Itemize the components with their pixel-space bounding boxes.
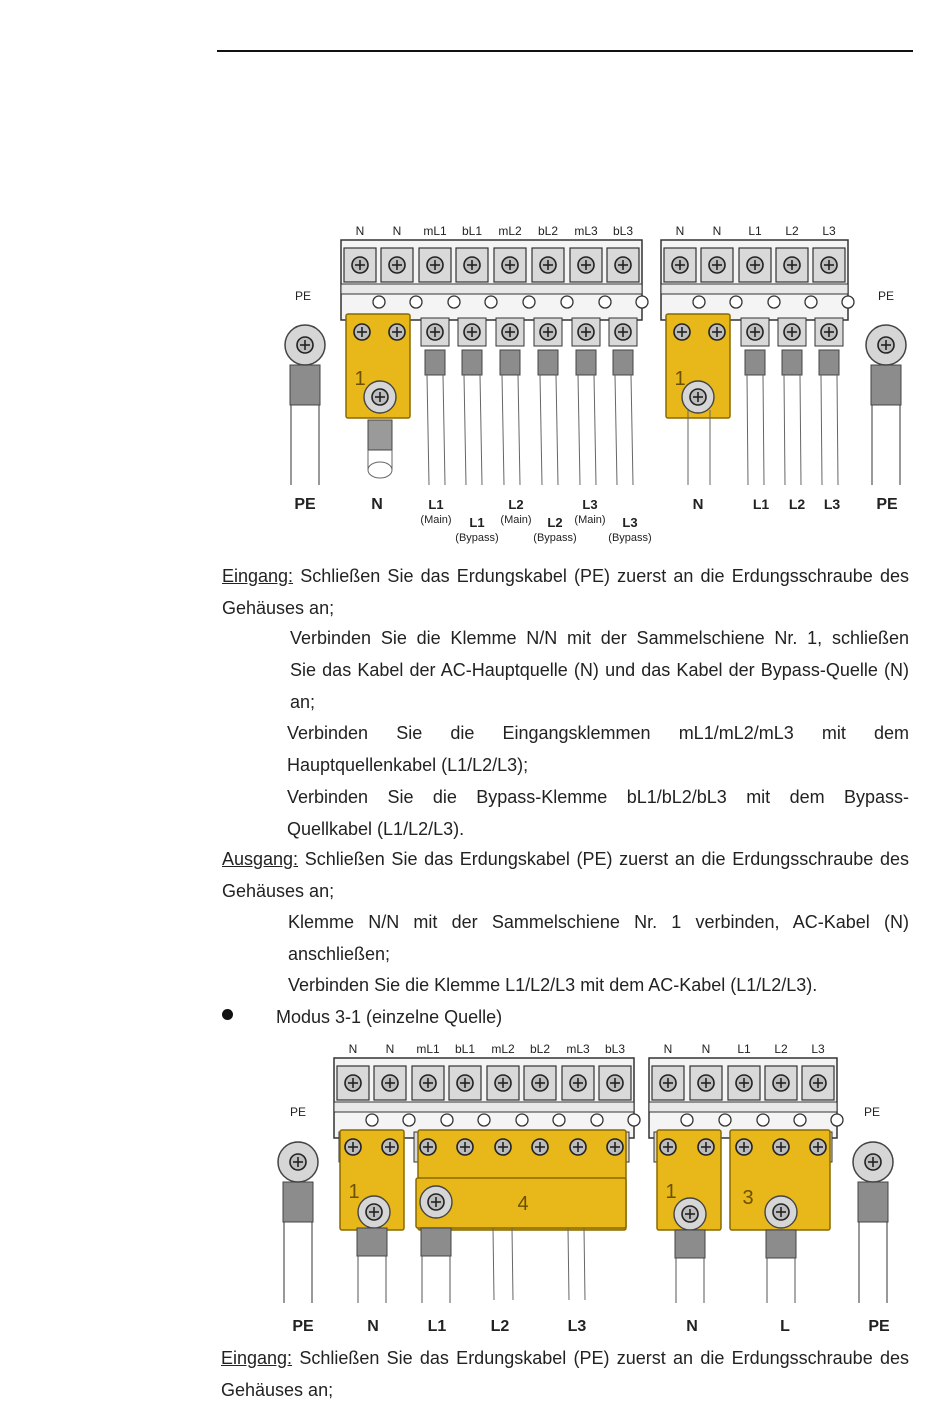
terminal-top-screw-icon: [427, 257, 443, 273]
terminal-screw-icon: [773, 1139, 789, 1155]
terminal-top-screw-icon: [389, 257, 405, 273]
terminal-top-screw-icon: [660, 1075, 676, 1091]
terminal-screw-icon: [457, 1139, 473, 1155]
terminal-hole: [478, 1114, 490, 1126]
lug-screw-icon: [690, 389, 706, 405]
bottom-label-l3-main: L3: [582, 497, 598, 512]
terminal-label: N: [385, 1042, 395, 1056]
cable-edge: [631, 375, 633, 485]
terminal-label: N: [675, 224, 685, 238]
terminal-label: N: [355, 224, 365, 238]
terminal-hole: [805, 296, 817, 308]
terminal-top-screw-icon: [352, 257, 368, 273]
terminal-top-screw-icon: [773, 1075, 789, 1091]
terminal-screw-icon: [660, 1139, 676, 1155]
cable-sleeve: [425, 350, 445, 375]
busbar-number: 1: [665, 1181, 677, 1203]
terminal-hole: [523, 296, 535, 308]
bottom-sublabel-l1-main: (Main): [420, 514, 452, 526]
eingang-label: Eingang:: [222, 566, 294, 586]
bottom-label-l2-right: L2: [788, 496, 806, 512]
cable-edge: [800, 375, 801, 485]
pe-screw-icon: [865, 1154, 881, 1170]
cable-edge: [578, 375, 580, 485]
terminal-screw-icon: [674, 324, 690, 340]
lug-screw-icon: [773, 1204, 789, 1220]
cable-edge: [615, 375, 617, 485]
terminal-hole: [373, 296, 385, 308]
cable-edge: [427, 375, 429, 485]
terminal-top-screw-icon: [747, 257, 763, 273]
bottom-sublabel-l2-main: (Main): [500, 514, 532, 526]
l3-cable-edge: [584, 1228, 585, 1300]
terminal-hole: [693, 296, 705, 308]
cable-edge: [747, 375, 748, 485]
ausgang-label: Ausgang:: [222, 849, 299, 869]
bottom-sublabel-l2-bypass: (Bypass): [533, 532, 577, 544]
terminal-hole: [681, 1114, 693, 1126]
pe-crimp-sleeve: [290, 365, 320, 405]
bottom-label-l2-bypass: L2: [547, 515, 563, 530]
terminal-label: mL1: [423, 224, 447, 238]
terminal-screw-icon: [532, 1139, 548, 1155]
terminal-top-screw-icon: [698, 1075, 714, 1091]
terminal-label: L2: [774, 1042, 788, 1056]
terminal-label: bL2: [537, 224, 559, 238]
terminal-hole: [599, 296, 611, 308]
terminal-screw-icon: [784, 324, 800, 340]
terminal-rail: [661, 284, 848, 294]
terminal-top-screw-icon: [821, 257, 837, 273]
terminal-top-screw-icon: [570, 1075, 586, 1091]
terminal-screw-icon: [464, 324, 480, 340]
cable-edge: [784, 375, 785, 485]
bottom-label-l3-bypass: L3: [622, 515, 638, 530]
bottom-label-n-right: N: [692, 496, 704, 513]
cable-sleeve: [538, 350, 558, 375]
cable-edge: [821, 375, 822, 485]
pe-screw-icon: [297, 337, 313, 353]
terminal-label: N: [348, 1042, 358, 1056]
terminal-hole: [561, 296, 573, 308]
bottom-label: L2: [490, 1318, 510, 1335]
bottom-label-pe-right: PE: [876, 496, 898, 513]
terminal-label: L1: [737, 1042, 751, 1056]
instruction-n-busbar: Verbinden Sie die Klemme N/N mit der Sammelschiene Nr. 1, schließen Sie das Kabel der AC-Hauptquelle (N) und das Kabel der Bypass-Quelle (N) an;: [290, 628, 909, 712]
terminal-label: N: [701, 1042, 711, 1056]
terminal-screw-icon: [810, 1139, 826, 1155]
ausgang-line-1: Ausgang: Schließen Sie das Erdungskabel (PE) zuerst an die Erdungsschraube des: [222, 849, 909, 869]
lug-screw-icon: [372, 389, 388, 405]
terminal-hole: [768, 296, 780, 308]
terminal-label: mL2: [498, 224, 522, 238]
cable-edge: [594, 375, 596, 485]
terminal-screw-icon: [698, 1139, 714, 1155]
cable-sleeve: [357, 1228, 387, 1256]
terminal-label: L3: [811, 1042, 825, 1056]
terminal-label: bL3: [604, 1042, 626, 1056]
eingang-paragraph: [222, 560, 909, 624]
cable-sleeve: [576, 350, 596, 375]
cable-sleeve: [500, 350, 520, 375]
terminal-screw-icon: [578, 324, 594, 340]
terminal-top-screw-icon: [540, 257, 556, 273]
terminal-top-screw-icon: [615, 257, 631, 273]
terminal-rail: [341, 284, 642, 294]
instruction-bypass-terminals: Verbinden Sie die Bypass-Klemme bL1/bL2/bL3 mit dem Bypass- Quellkabel (L1/L2/L3).: [287, 787, 909, 839]
terminal-top-screw-icon: [502, 257, 518, 273]
terminal-hole: [628, 1114, 640, 1126]
lug-screw-icon: [682, 1206, 698, 1222]
terminal-hole: [553, 1114, 565, 1126]
bullet-dot: [222, 1009, 233, 1020]
bottom-sublabel-l3-main: (Main): [574, 514, 606, 526]
terminal-hole: [757, 1114, 769, 1126]
cable-sleeve: [766, 1230, 796, 1258]
terminal-top-screw-icon: [345, 1075, 361, 1091]
terminal-hole: [794, 1114, 806, 1126]
lug-screw-icon: [366, 1204, 382, 1220]
l2-cable-edge: [512, 1228, 513, 1300]
l3-cable-edge: [568, 1228, 569, 1300]
terminal-rail: [649, 1102, 837, 1112]
terminal-label: L3: [822, 224, 836, 238]
instruction-output-l: Verbinden Sie die Klemme L1/L2/L3 mit dem AC-Kabel (L1/L2/L3).: [288, 975, 818, 995]
terminal-label: mL2: [491, 1042, 515, 1056]
bottom-label: PE: [868, 1318, 890, 1335]
bottom-label: N: [686, 1318, 698, 1335]
terminal-screw-icon: [345, 1139, 361, 1155]
instruction-output-n: Klemme N/N mit der Sammelschiene Nr. 1 verbinden, AC-Kabel (N) anschließen;: [288, 912, 909, 964]
bottom-label-l3-right: L3: [823, 496, 841, 512]
wiring-diagram-mode-standard: [285, 224, 906, 544]
bottom-label-pe-left: PE: [294, 496, 316, 513]
mode-3-1-heading: Modus 3-1 (einzelne Quelle): [276, 1007, 503, 1027]
terminal-top-screw-icon: [672, 257, 688, 273]
bottom-sublabel-l1-bypass: (Bypass): [455, 532, 499, 544]
terminal-label: N: [712, 224, 722, 238]
cable-edge: [443, 375, 445, 485]
cable-edge: [837, 375, 838, 485]
terminal-rail: [334, 1102, 634, 1112]
terminal-hole: [636, 296, 648, 308]
terminal-screw-icon: [540, 324, 556, 340]
terminal-hole: [831, 1114, 843, 1126]
terminal-label: mL3: [566, 1042, 590, 1056]
cable-edge: [518, 375, 520, 485]
cable-sleeve: [675, 1230, 705, 1258]
terminal-screw-icon: [821, 324, 837, 340]
bottom-label-l1-bypass: L1: [469, 515, 485, 530]
terminal-top-screw-icon: [532, 1075, 548, 1091]
cable-edge: [540, 375, 542, 485]
terminal-screw-icon: [570, 1139, 586, 1155]
busbar-number: 1: [348, 1181, 360, 1203]
terminal-label: bL2: [529, 1042, 551, 1056]
pe-label-small-left: PE: [294, 289, 312, 303]
wiring-diagram-mode-3-1: [278, 1042, 893, 1335]
terminal-screw-icon: [615, 324, 631, 340]
eingang-paragraph-2: Eingang: Schließen Sie das Erdungskabel (PE) zuerst an die Erdungsschraube des Gehäuses an;: [221, 1348, 909, 1400]
terminal-screw-icon: [607, 1139, 623, 1155]
bottom-label-l2-main: L2: [508, 497, 524, 512]
terminal-screw-icon: [502, 324, 518, 340]
cable-sleeve: [819, 350, 839, 375]
terminal-label: bL3: [612, 224, 634, 238]
bottom-label: PE: [292, 1318, 314, 1335]
busbar-number: 1: [354, 368, 366, 390]
pe-screw-icon: [878, 337, 894, 353]
terminal-top-screw-icon: [607, 1075, 623, 1091]
eingang-line-2: Gehäuses an;: [222, 598, 335, 618]
terminal-top-screw-icon: [495, 1075, 511, 1091]
terminal-screw-icon: [427, 324, 443, 340]
cable-sleeve: [462, 350, 482, 375]
busbar-number: 1: [674, 368, 686, 390]
cable-sleeve: [613, 350, 633, 375]
terminal-screw-icon: [747, 324, 763, 340]
pe-label-small-left: PE: [289, 1105, 307, 1119]
terminal-top-screw-icon: [420, 1075, 436, 1091]
terminal-hole: [403, 1114, 415, 1126]
terminal-screw-icon: [709, 324, 725, 340]
terminal-label: L2: [785, 224, 799, 238]
eingang-line-1: Eingang: Schließen Sie das Erdungskabel (PE) zuerst an die Erdungsschraube des: [222, 566, 909, 586]
terminal-hole: [719, 1114, 731, 1126]
ausgang-paragraph: Ausgang: Schließen Sie das Erdungskabel (PE) zuerst an die Erdungsschraube des Gehäuses an;: [222, 843, 909, 907]
terminal-top-screw-icon: [382, 1075, 398, 1091]
eingang-label-2: Eingang:: [221, 1348, 293, 1368]
terminal-label: bL1: [461, 224, 483, 238]
n-wire-end-left: [368, 462, 392, 478]
instruction-main-terminals: Verbinden Sie die Eingangsklemmen mL1/mL2/mL3 mit dem Hauptquellenkabel (L1/L2/L3);: [287, 723, 909, 775]
terminal-screw-icon: [389, 324, 405, 340]
terminal-top-screw-icon: [784, 257, 800, 273]
cable-edge: [763, 375, 764, 485]
terminal-screw-icon: [354, 324, 370, 340]
bottom-label-l1-right: L1: [752, 496, 770, 512]
busbar-number: 3: [742, 1187, 754, 1209]
bottom-label: L1: [427, 1318, 447, 1335]
terminal-hole: [730, 296, 742, 308]
pe-screw-icon: [290, 1154, 306, 1170]
terminal-hole: [842, 296, 854, 308]
bottom-label-l1-main: L1: [428, 497, 444, 512]
bottom-label: N: [367, 1318, 379, 1335]
pe-crimp-sleeve: [283, 1182, 313, 1222]
cable-sleeve: [421, 1228, 451, 1256]
terminal-screw-icon: [420, 1139, 436, 1155]
terminal-top-screw-icon: [464, 257, 480, 273]
terminal-top-screw-icon: [578, 257, 594, 273]
bottom-label: L3: [567, 1318, 587, 1335]
pe-crimp-sleeve: [871, 365, 901, 405]
terminal-hole: [366, 1114, 378, 1126]
terminal-screw-icon: [495, 1139, 511, 1155]
cable-sleeve: [782, 350, 802, 375]
terminal-label: L1: [748, 224, 762, 238]
terminal-hole: [441, 1114, 453, 1126]
terminal-hole: [448, 296, 460, 308]
terminal-label: N: [663, 1042, 673, 1056]
cable-edge: [480, 375, 482, 485]
terminal-top-screw-icon: [709, 257, 725, 273]
terminal-label: bL1: [454, 1042, 476, 1056]
cable-edge: [556, 375, 558, 485]
terminal-label: mL3: [574, 224, 598, 238]
terminal-hole: [516, 1114, 528, 1126]
terminal-label: N: [392, 224, 402, 238]
terminal-label: mL1: [416, 1042, 440, 1056]
bottom-sublabel-l3-bypass: (Bypass): [608, 532, 652, 544]
terminal-hole: [410, 296, 422, 308]
l2-cable-edge: [493, 1228, 494, 1300]
terminal-hole: [485, 296, 497, 308]
terminal-top-screw-icon: [736, 1075, 752, 1091]
terminal-screw-icon: [382, 1139, 398, 1155]
terminal-hole: [591, 1114, 603, 1126]
cable-edge: [502, 375, 504, 485]
terminal-top-screw-icon: [457, 1075, 473, 1091]
cable-edge: [464, 375, 466, 485]
terminal-screw-icon: [736, 1139, 752, 1155]
pe-label-small-right: PE: [863, 1105, 881, 1119]
lug-screw-icon: [428, 1194, 444, 1210]
pe-label-small-right: PE: [877, 289, 895, 303]
n-sleeve-left: [368, 420, 392, 450]
bottom-label-n-left: N: [371, 496, 383, 513]
cable-sleeve: [745, 350, 765, 375]
busbar-number: 4: [517, 1193, 529, 1215]
pe-crimp-sleeve: [858, 1182, 888, 1222]
bottom-label: L: [780, 1318, 790, 1335]
terminal-top-screw-icon: [810, 1075, 826, 1091]
